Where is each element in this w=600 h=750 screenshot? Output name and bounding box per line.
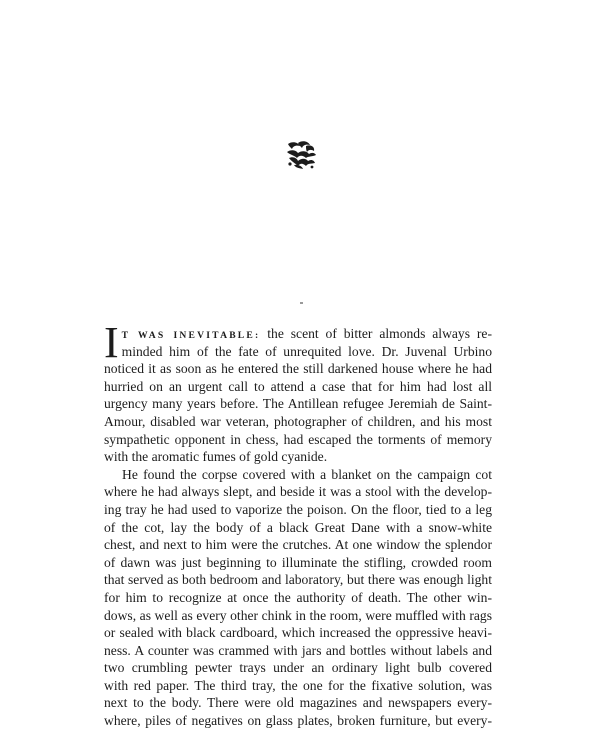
text-line: next to the body. There were old magazines and newspapers every-: [104, 695, 492, 711]
text-line: of dawn was just beginning to illuminate the stifling, crowded room: [104, 554, 492, 570]
text-line: Amour, disabled war veteran, photographer of children, and his most: [104, 413, 492, 429]
text-line: dows, as well as every other chink in the room, were muffled with rags: [104, 607, 492, 623]
opening-small-caps: T WAS INEVITABLE:: [121, 330, 261, 341]
body-text: [104, 318, 492, 730]
text-line: that served as both bedroom and laboratory, but there was enough light: [104, 572, 492, 588]
text-line: with red paper. The third tray, the one for the fixative solution, was: [104, 677, 492, 693]
text-line: where he had always slept, and beside it was a stool with the develop-: [104, 484, 492, 500]
text-line: noticed it as soon as he entered the still darkened house where he had: [104, 361, 492, 377]
text-line: [104, 325, 492, 343]
text-line: of the cot, lay the body of a black Great Dane with a snow-white: [104, 519, 492, 535]
text-line: two crumbling pewter trays under an ordinary light bulb covered: [104, 660, 492, 676]
text-line: ing tray he had used to vaporize the poison. On the floor, tied to a leg: [104, 501, 492, 517]
text-line: hurried on an urgent call to attend a case that for him had lost all: [104, 378, 492, 394]
print-speck: [300, 302, 303, 304]
text-line: where, piles of negatives on glass plates, broken furniture, but every-: [104, 713, 492, 729]
text-line: chest, and next to him were the crutches. At one window the splendor: [104, 537, 492, 553]
text-line: minded him of the fate of unrequited love. Dr. Juvenal Urbino: [121, 343, 492, 359]
text-line: with the aromatic fumes of gold cyanide.: [104, 449, 328, 465]
text-line: for him to recognize at once the authority of death. The other win-: [104, 589, 492, 605]
drop-cap: I: [104, 318, 119, 367]
text-line: urgency many years before. The Antillean refugee Jeremiah de Saint-: [104, 396, 492, 412]
paragraph-2: [104, 466, 492, 730]
paragraph-1: [104, 318, 492, 466]
text-line: sympathetic opponent in chess, had escaped the torments of memory: [104, 431, 492, 447]
text-line: He found the corpse covered with a blanket on the campaign cot: [122, 466, 492, 482]
decorative-flourish-icon: [284, 140, 318, 170]
text-line: or sealed with black cardboard, which increased the oppressive heavi-: [104, 625, 492, 641]
text-line-content: the scent of bitter almonds always re-: [260, 326, 492, 341]
text-line: ness. A counter was crammed with jars and bottles without labels and: [104, 642, 492, 658]
